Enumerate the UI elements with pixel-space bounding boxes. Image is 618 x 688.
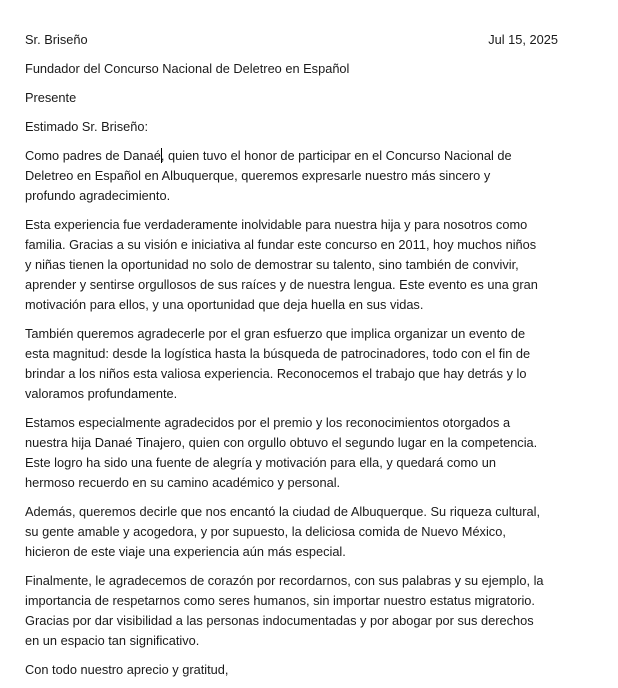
- salutation: Estimado Sr. Briseño:: [25, 119, 149, 134]
- presente-line: Presente: [25, 90, 77, 105]
- letter-document[interactable]: [25, 30, 605, 680]
- paragraph-line: familia. Gracias a su visión e iniciativa al fundar este concurso en 2011, hoy muchos niños: [25, 237, 537, 252]
- paragraph-line: su gente amable y acogedora, y por supuesto, la deliciosa comida de Nuevo México,: [25, 524, 506, 539]
- paragraph-line: Este logro ha sido una fuente de alegría y motivación para ella, y quedará como un: [25, 455, 496, 470]
- paragraph-line: aprender y sentirse orgullosos de sus raíces y de nuestra lengua. Este evento es una gran: [25, 277, 538, 292]
- paragraph-line: Gracias por dar visibilidad a las personas indocumentadas y por abogar por sus derechos: [25, 613, 534, 628]
- paragraph-3: [25, 324, 605, 404]
- paragraph-6: [25, 571, 605, 651]
- closing-line: Con todo nuestro aprecio y gratitud,: [25, 662, 229, 677]
- recipient-name: Sr. Briseño: [25, 32, 88, 47]
- paragraph-line: y niñas tienen la oportunidad no solo de demostrar su talento, sino también de convivir,: [25, 257, 519, 272]
- paragraph-line: brindar a los niños esta valiosa experiencia. Reconocemos el trabajo que hay detrás y lo: [25, 366, 527, 381]
- paragraph-line: motivación para ellos, y una oportunidad que deja huella en sus vidas.: [25, 297, 424, 312]
- paragraph-line: esta magnitud: desde la logística hasta la búsqueda de patrocinadores, todo con el fin de: [25, 346, 531, 361]
- paragraph-4: [25, 413, 605, 493]
- paragraph-line: en un espacio tan significativo.: [25, 633, 200, 648]
- text-span: Como padres de Danaé: [25, 148, 161, 163]
- paragraph-line: hermoso recuerdo en su camino académico y personal.: [25, 475, 341, 490]
- paragraph-line: Además, queremos decirle que nos encantó la ciudad de Albuquerque. Su riqueza cultural,: [25, 504, 541, 519]
- paragraph-5: [25, 502, 605, 562]
- paragraph-line: Finalmente, le agradecemos de corazón por recordarnos, con sus palabras y su ejemplo, la: [25, 573, 544, 588]
- paragraph-line: hicieron de este viaje una experiencia aún más especial.: [25, 544, 346, 559]
- paragraph-line: Estamos especialmente agradecidos por el premio y los reconocimientos otorgados a: [25, 415, 511, 430]
- paragraph-line: También queremos agradecerle por el gran esfuerzo que implica organizar un evento de: [25, 326, 526, 341]
- letter-header: [25, 30, 558, 50]
- paragraph-line: Deletreo en Español en Albuquerque, queremos expresarle nuestro más sincero y: [25, 168, 491, 183]
- paragraph-line: valoramos profundamente.: [25, 386, 178, 401]
- paragraph-line: importancia de respetarnos como seres humanos, sin importar nuestro estatus migratorio.: [25, 593, 535, 608]
- paragraph-2: [25, 215, 605, 315]
- paragraph-line: nuestra hija Danaé Tinajero, quien con orgullo obtuvo el segundo lugar en la competencia.: [25, 435, 538, 450]
- paragraph-line: profundo agradecimiento.: [25, 188, 171, 203]
- letter-date: Jul 15, 2025: [488, 32, 558, 47]
- recipient-title: Fundador del Concurso Nacional de Deletreo en Español: [25, 61, 350, 76]
- text-span: , quien tuvo el honor de participar en el Concurso Nacional de: [160, 148, 512, 163]
- paragraph-1: [25, 146, 605, 206]
- paragraph-line: [25, 146, 605, 166]
- paragraph-line: Esta experiencia fue verdaderamente inolvidable para nuestra hija y para nosotros como: [25, 217, 528, 232]
